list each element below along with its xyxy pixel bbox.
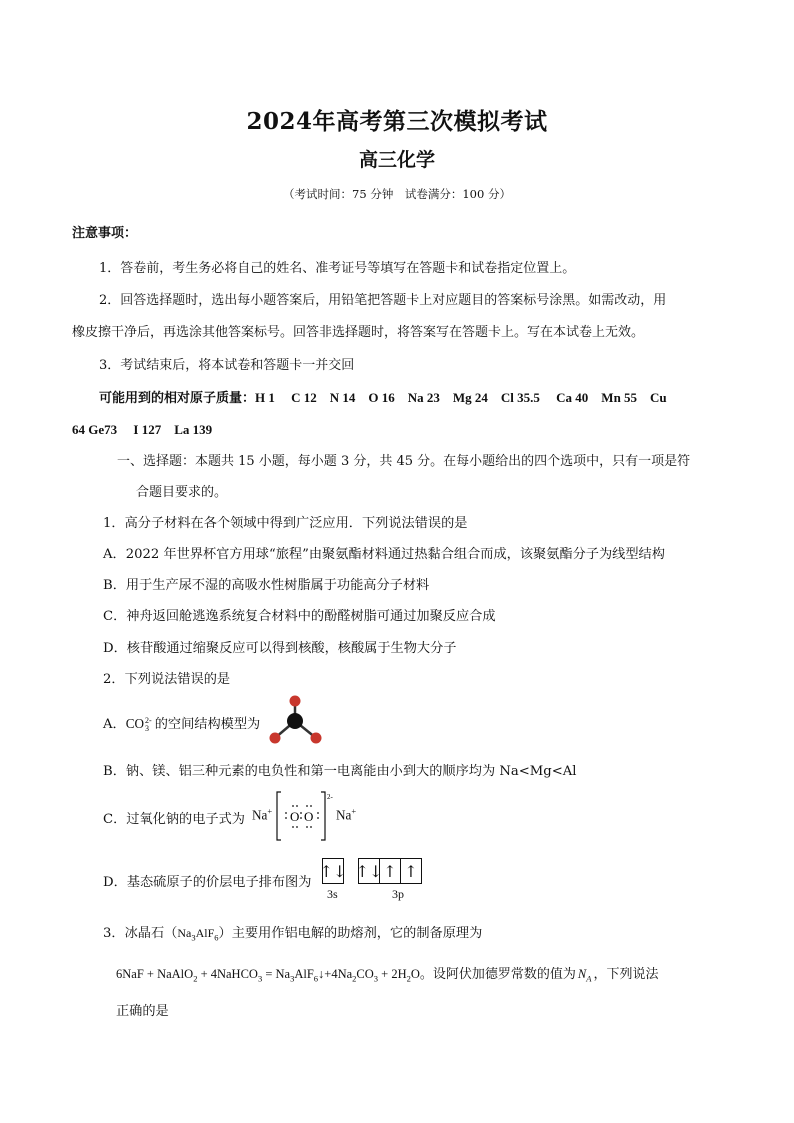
orbital-3s-cell: ↑↓: [319, 861, 347, 881]
eq-sub-5: 2: [352, 973, 357, 984]
q2-option-c-text: C．过氧化钠的电子式为: [103, 812, 245, 827]
carbonate-formula: [126, 716, 152, 731]
q3-line-3: 正确的是: [116, 1004, 169, 1019]
notice-item-1: 1．答卷前，考生务必将自己的姓名、准考证号等填写在答题卡和试卷指定位置上。: [99, 261, 576, 276]
exam-time-note: （考试时间：75 分钟 试卷满分：100 分）: [283, 187, 511, 201]
section-heading-line-2: 合题目要求的。: [136, 485, 228, 500]
orbital-3p-box: [355, 858, 422, 884]
eq-part-2: + 4NaHCO: [197, 967, 258, 981]
q3-stem-part-b: ）主要用作铝电解的助熔剂，它的制备原理为: [218, 926, 483, 941]
notice-heading: 注意事项：: [72, 226, 138, 241]
cryolite-formula: [177, 926, 219, 943]
left-bracket: [277, 792, 281, 840]
eq-part-8: O: [410, 967, 420, 981]
q2-a-text: 的空间结构模型为: [154, 717, 261, 732]
notice-item-3: 3．考试结束后，将本试卷和答题卡一并交回: [99, 358, 355, 373]
q2-stem: 2．下列说法错误的是: [103, 672, 231, 687]
q3-stem: [103, 922, 482, 942]
cryolite-na: Na: [177, 926, 192, 940]
notice-item-2-line-1: 2．回答选择题时，选出每小题答案后，用铅笔把答题卡上对应题目的答案标号涂黑。如需改动，用: [99, 293, 667, 308]
eq-part-6: CO: [356, 967, 374, 981]
eq-sub-2: 3: [257, 973, 263, 984]
q3-equation-line: [116, 963, 658, 984]
right-bracket: [321, 792, 325, 840]
q1-option-a: A．2022 年世界杯官方用球“旅程”由聚氨酯材料通过热黏合组合而成，该聚氨酯分子为线型结构: [103, 547, 665, 562]
eq-sub-7: 2: [406, 973, 411, 984]
orbital-label-3p: 3p: [392, 887, 404, 901]
q3-stem-part-a: 3．冰晶石（: [103, 926, 178, 941]
oxygen-atom-top: [290, 696, 301, 707]
section-heading-line-1: 一、选择题：本题共 15 小题，每小题 3 分，共 45 分。在每小题给出的四个选项中，只有一项是符: [117, 454, 691, 469]
sodium-symbol-2: Na: [336, 807, 352, 823]
q2-a-prefix: A．: [103, 717, 126, 732]
carbon-atom: [287, 713, 303, 729]
orbital-3p-cell-1: ↑↓: [359, 859, 380, 883]
oxygen-symbol-2: O: [304, 809, 314, 824]
q3-end-text: ，下列说法: [593, 967, 659, 982]
eq-part-1: 6NaF + NaAlO: [116, 967, 194, 981]
avogadro-n: N: [577, 967, 587, 981]
sodium-ion-left: [252, 806, 272, 823]
q1-option-d: D．核苷酸通过缩聚反应可以得到核酸，核酸属于生物大分子: [103, 641, 457, 656]
atomic-masses-line-2: 64 Ge73 I 127 La 139: [72, 422, 213, 437]
eq-sub-6: 3: [373, 973, 379, 984]
avogadro-symbol: [577, 967, 592, 984]
cryolite-alf: AlF: [195, 926, 215, 940]
avogadro-sub: A: [586, 973, 592, 984]
eq-part-5: ↓+4Na: [318, 967, 353, 981]
peroxide-charge: 2-: [327, 793, 333, 801]
atomic-masses-line-1: 可能用到的相对原子质量：H 1 C 12 N 14 O 16 Na 23 Mg 24 Cl 35.5 Ca 40 Mn 55 Cu: [99, 390, 667, 405]
carbonate-symbol: CO: [125, 716, 145, 731]
carbonate-ball-stick-model: [262, 693, 328, 749]
eq-sub-3: 3: [290, 973, 295, 984]
exam-title: 2024年高考第三次模拟考试: [246, 108, 548, 135]
sodium-symbol: Na: [252, 807, 268, 823]
peroxide-bracket-diagram: [274, 789, 334, 843]
oxygen-symbol-1: O: [290, 809, 300, 824]
q1-option-c: C．神舟返回舱逃逸系统复合材料中的酚醛树脂可通过加聚反应合成: [103, 609, 496, 624]
sodium-charge: +: [267, 806, 273, 816]
q3-tail-text: 。设阿伏加德罗常数的值为: [419, 967, 576, 982]
cryolite-sub-2: 6: [214, 932, 219, 943]
eq-sub-1: 2: [193, 973, 198, 984]
q2-option-d-text: D．基态硫原子的价层电子排布图为: [103, 875, 312, 890]
eq-part-4: AlF: [294, 967, 314, 981]
q2-option-a: [103, 713, 260, 733]
orbital-3p-cell-2: ↑: [380, 859, 401, 883]
orbital-label-3s: 3s: [327, 887, 338, 901]
eq-part-3: = Na: [262, 967, 291, 981]
carbonate-subscript: 3: [145, 723, 150, 733]
exam-subtitle: 高三化学: [358, 149, 435, 171]
oxygen-atom-left: [270, 733, 281, 744]
q1-option-b: B．用于生产尿不湿的高吸水性树脂属于功能高分子材料: [103, 578, 430, 593]
orbital-3p-cell-3: ↑: [404, 861, 418, 881]
q1-stem: 1．高分子材料在各个领域中得到广泛应用．下列说法错误的是: [103, 516, 468, 531]
orbital-3s-box: [319, 858, 347, 884]
cryolite-sub-1: 3: [191, 932, 196, 943]
eq-sub-4: 6: [313, 973, 319, 984]
q2-option-b: B．钠、镁、铝三种元素的电负性和第一电离能由小到大的顺序均为 Na<Mg<Al: [103, 764, 577, 779]
notice-item-2-line-2: 橡皮擦干净后，再选涂其他答案标号。回答非选择题时，将答案写在答题卡上。写在本试卷上无效。: [72, 325, 645, 340]
eq-part-7: + 2H: [378, 967, 407, 981]
carbonate-charge: 2-: [145, 715, 152, 725]
oxygen-atom-right: [311, 733, 322, 744]
sodium-ion-right: [336, 806, 356, 823]
q3-equation: [116, 967, 420, 984]
sodium-charge-2: +: [351, 806, 357, 816]
